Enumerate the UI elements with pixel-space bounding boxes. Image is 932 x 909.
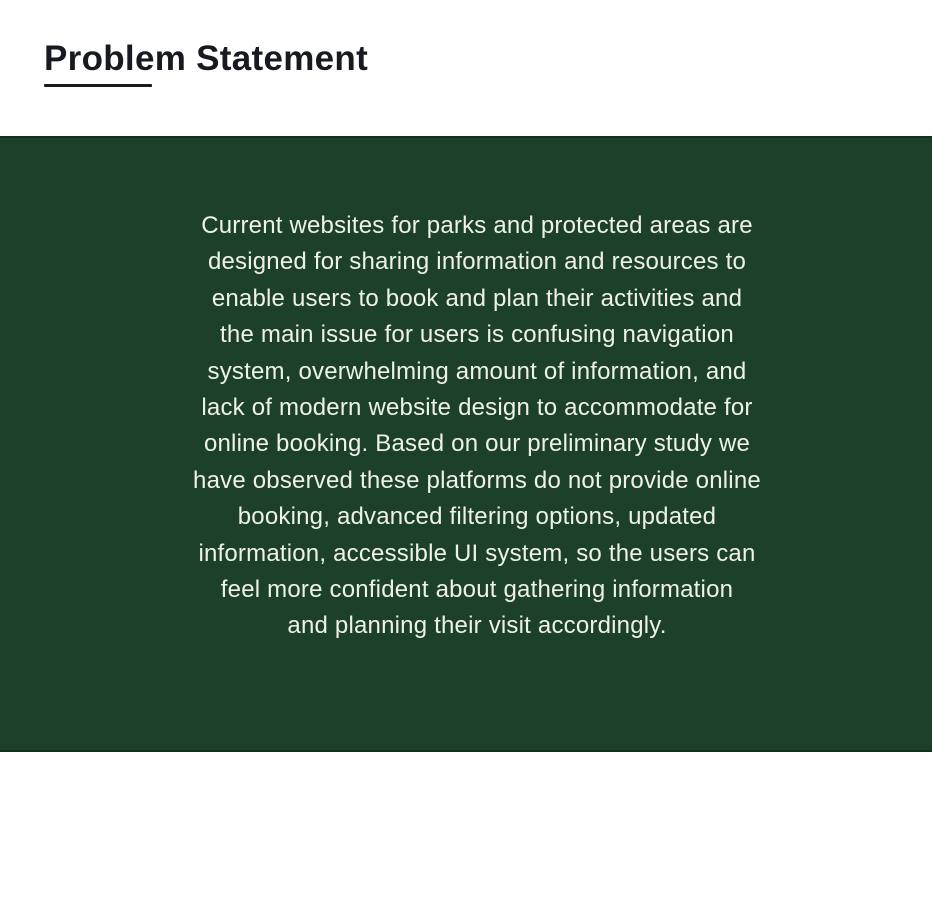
page-title: Problem Statement: [44, 39, 369, 78]
problem-statement-panel: [0, 136, 932, 752]
statement-line: system, overwhelming amount of information, and: [207, 357, 747, 385]
statement-line: Current websites for parks and protected areas are: [201, 212, 753, 239]
statement-line: the main issue for users is confusing navigation: [220, 321, 734, 349]
header: [44, 38, 368, 87]
statement-line: have observed these platforms do not provide online: [193, 466, 761, 494]
statement-line: lack of modern website design to accommodate for: [201, 394, 753, 422]
problem-statement-text: [193, 208, 761, 645]
statement-line: online booking. Based on our preliminary study we: [203, 430, 751, 458]
statement-line: enable users to book and plan their activities and: [211, 284, 743, 312]
statement-line: feel more confident about gathering information: [220, 576, 734, 604]
statement-line: booking, advanced filtering options, updated: [237, 503, 717, 531]
statement-line: and planning their visit accordingly.: [287, 612, 667, 640]
statement-line: information, accessible UI system, so the users can: [198, 539, 756, 567]
statement-line: designed for sharing information and resources to: [207, 248, 747, 276]
title-underline: [44, 84, 152, 87]
